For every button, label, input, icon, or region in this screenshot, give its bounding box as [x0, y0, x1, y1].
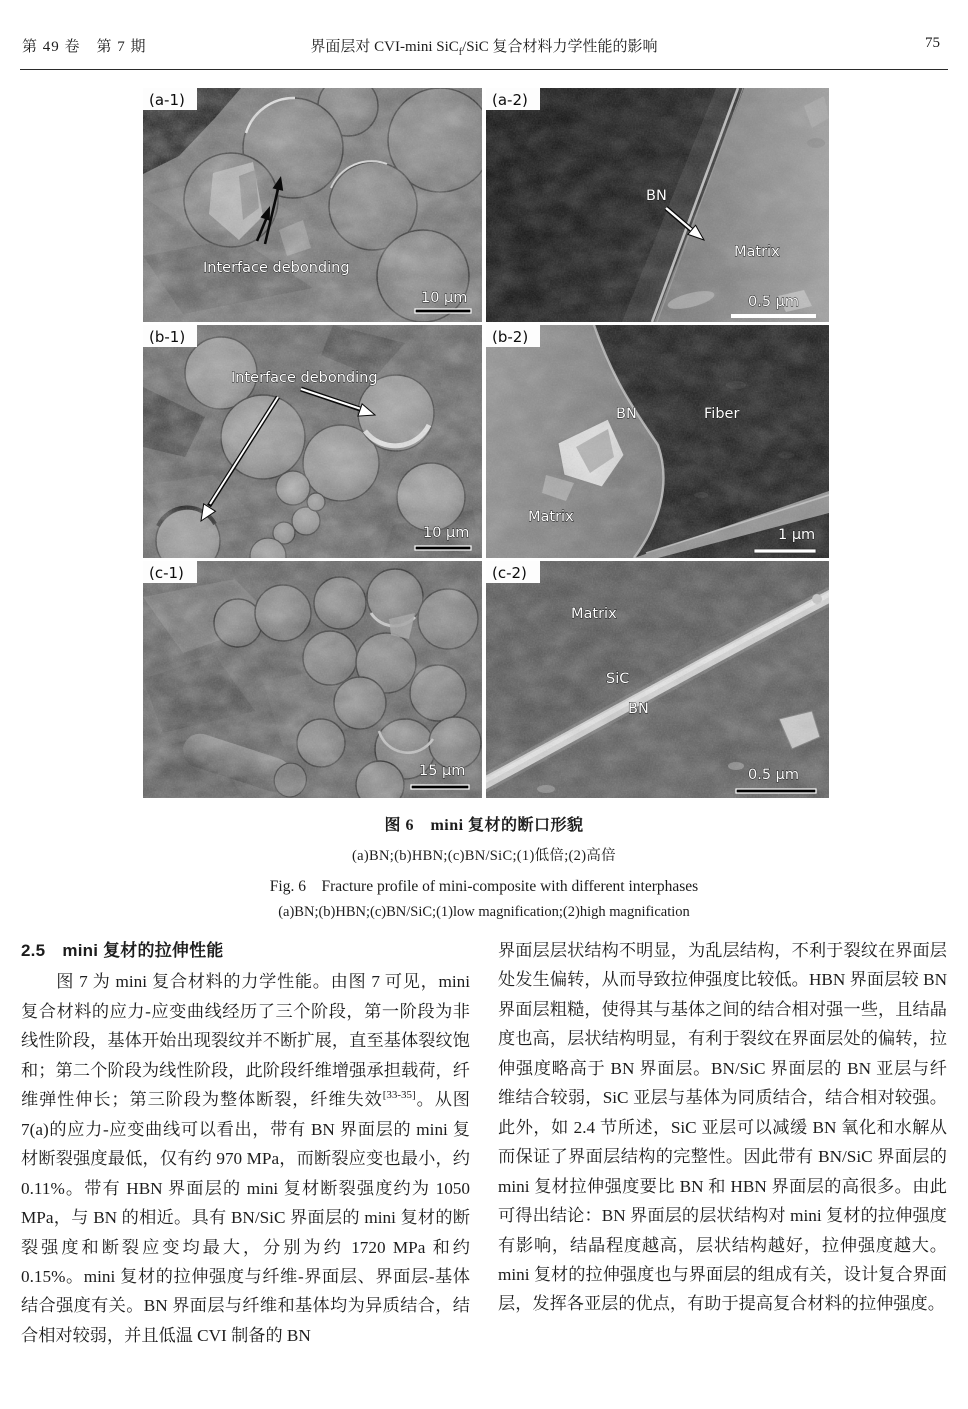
- sem-panel-c1: [143, 561, 482, 798]
- right-paragraph: 界面层层状结构不明显，为乱层结构，不利于裂纹在界面层处发生偏转，从而导致拉伸强度比较低。HBN 界面层较 BN 界面层粗糙，使得其与基体之间的结合相对强一些，且结晶度也高，层状结构明显，有利于裂纹在界面层处的偏转，拉伸强度略高于 BN 界面层。BN/SiC 界面层的 BN 亚层与纤维结合较弱，SiC 亚层与基体为同质结合，结合相对较强。此外，如 2.4 节所述，SiC 亚层可以减缓 BN 氧化和水解从而保证了界面层结构的完整性。因此带有 BN/SiC 界面层的 mini 复材拉伸强度要比 BN 和 HBN 界面层的高很多。由此可得出结论：BN 界面层的层状结构对 mini 复材的拉伸强度有影响，结晶程度越高，层状结构越好，拉伸强度越大。mini 复材的拉伸强度也与界面层的组成有关，设计复合界面层，发挥各亚层的优点，有助于提高复合材料的拉伸强度。: [498, 941, 947, 1314]
- caption-en-sub: (a)BN;(b)HBN;(c)BN/SiC;(1)low magnification;(2)high magnification: [278, 904, 690, 920]
- sem-panel-a2: [486, 88, 829, 322]
- page-number: 75: [925, 35, 940, 51]
- header-rule: [20, 69, 948, 70]
- scale-bar: [415, 525, 471, 550]
- scale-label: 0.5 μm: [748, 294, 800, 310]
- annotation-bn: BN: [628, 701, 649, 717]
- panel-label: (c-2): [492, 564, 527, 582]
- panel-label-plate: [486, 325, 540, 347]
- sem-image-b2: [486, 325, 829, 558]
- section-heading: 2.5 mini 复材的拉伸性能: [21, 941, 224, 960]
- sem-panel-b2: [486, 325, 829, 558]
- sem-image-a1: [143, 88, 482, 322]
- panel-label: (b-1): [149, 328, 186, 346]
- scale-label: 10 μm: [423, 525, 470, 541]
- annotation-matrix: Matrix: [528, 509, 574, 525]
- annotation-matrix: Matrix: [734, 244, 780, 260]
- scale-label: 1 μm: [778, 527, 816, 543]
- panel-label-plate: [486, 88, 540, 110]
- citation-superscript: [33-35]: [382, 1089, 416, 1102]
- figure-6-grid: [143, 88, 829, 798]
- scale-label: 10 μm: [421, 290, 468, 306]
- page-header: [20, 33, 948, 57]
- sem-panel-b1: [143, 325, 482, 558]
- annotation-fiber: Fiber: [704, 406, 740, 422]
- panel-label-plate: [143, 561, 197, 583]
- panel-label: (a-1): [149, 91, 185, 109]
- left-paragraph-part2: 。从图 7(a)的应力-应变曲线可以看出，带有 BN 界面层的 mini 复材断裂强度最低，仅有约 970 MPa，而断裂应变也最小，约 0.11%。带有 HBN 界面层的 mini 复材断裂强度约为 1050 MPa，与 BN 的相近。具有 BN/SiC 界面层的 mini 复材的断裂强度和断裂应变均最大，分别为约 1720 MPa 和约 0.15%。mini 复材的拉伸强度与纤维-界面层、界面层-基体结合强度有关。BN 界面层与纤维和基体均为异质结合，结合相对较弱，并且低温 CVI 制备的 BN: [21, 1090, 470, 1345]
- running-title: [20, 35, 948, 58]
- caption-zh-title: 图 6 mini 复材的断口形貌: [384, 817, 584, 834]
- left-paragraph: [21, 967, 470, 1350]
- sem-image-c2: [486, 561, 829, 798]
- sem-image-b1: [143, 325, 482, 558]
- figure-caption: [0, 812, 968, 921]
- scale-bar: [415, 290, 471, 313]
- sem-panel-c2: [486, 561, 829, 798]
- left-paragraph-part1: 图 7 为 mini 复合材料的力学性能。由图 7 可见，mini 复合材料的应力-应变曲线经历了三个阶段，第一阶段为非线性阶段，基体开始出现裂纹并不断扩展，直至基体裂纹饱和；第二个阶段为线性阶段，此阶段纤维增强承担载荷，纤维弹性伸长；第三阶段为整体断裂，纤维失效: [21, 972, 470, 1110]
- annotation-matrix: Matrix: [571, 606, 617, 622]
- scale-label: 15 μm: [419, 763, 466, 779]
- panel-label: (b-2): [492, 328, 529, 346]
- annotation-bn: BN: [616, 406, 637, 422]
- left-column: [21, 936, 470, 1350]
- right-column: [498, 936, 947, 1350]
- scale-bar: [411, 763, 469, 789]
- sem-panel-a1: [143, 88, 482, 322]
- sem-image-c1: [143, 561, 482, 798]
- running-title-sub: f: [458, 47, 463, 58]
- journal-issue: 第 49 卷 第 7 期: [22, 39, 147, 55]
- body-columns: [21, 936, 947, 1350]
- panel-label-plate: [143, 325, 197, 347]
- panel-label-plate: [486, 561, 540, 583]
- caption-zh-sub: (a)BN;(b)HBN;(c)BN/SiC;(1)低倍;(2)高倍: [352, 848, 616, 864]
- annotation-sic: SiC: [606, 671, 630, 687]
- caption-en-title: Fig. 6 Fracture profile of mini-composite with different interphases: [269, 878, 699, 895]
- scale-label: 0.5 μm: [748, 767, 800, 783]
- panel-label: (c-1): [149, 564, 184, 582]
- sem-image-a2: [486, 88, 829, 322]
- annotation-interface-debonding: Interface debonding: [231, 370, 378, 386]
- panel-label: (a-2): [492, 91, 528, 109]
- running-title-post: /SiC 复合材料力学性能的影响: [462, 39, 658, 55]
- annotation-interface-debonding: Interface debonding: [203, 260, 350, 276]
- panel-label-plate: [143, 88, 197, 110]
- annotation-bn: BN: [646, 188, 667, 204]
- running-title-pre: 界面层对 CVI-mini SiC: [310, 39, 459, 55]
